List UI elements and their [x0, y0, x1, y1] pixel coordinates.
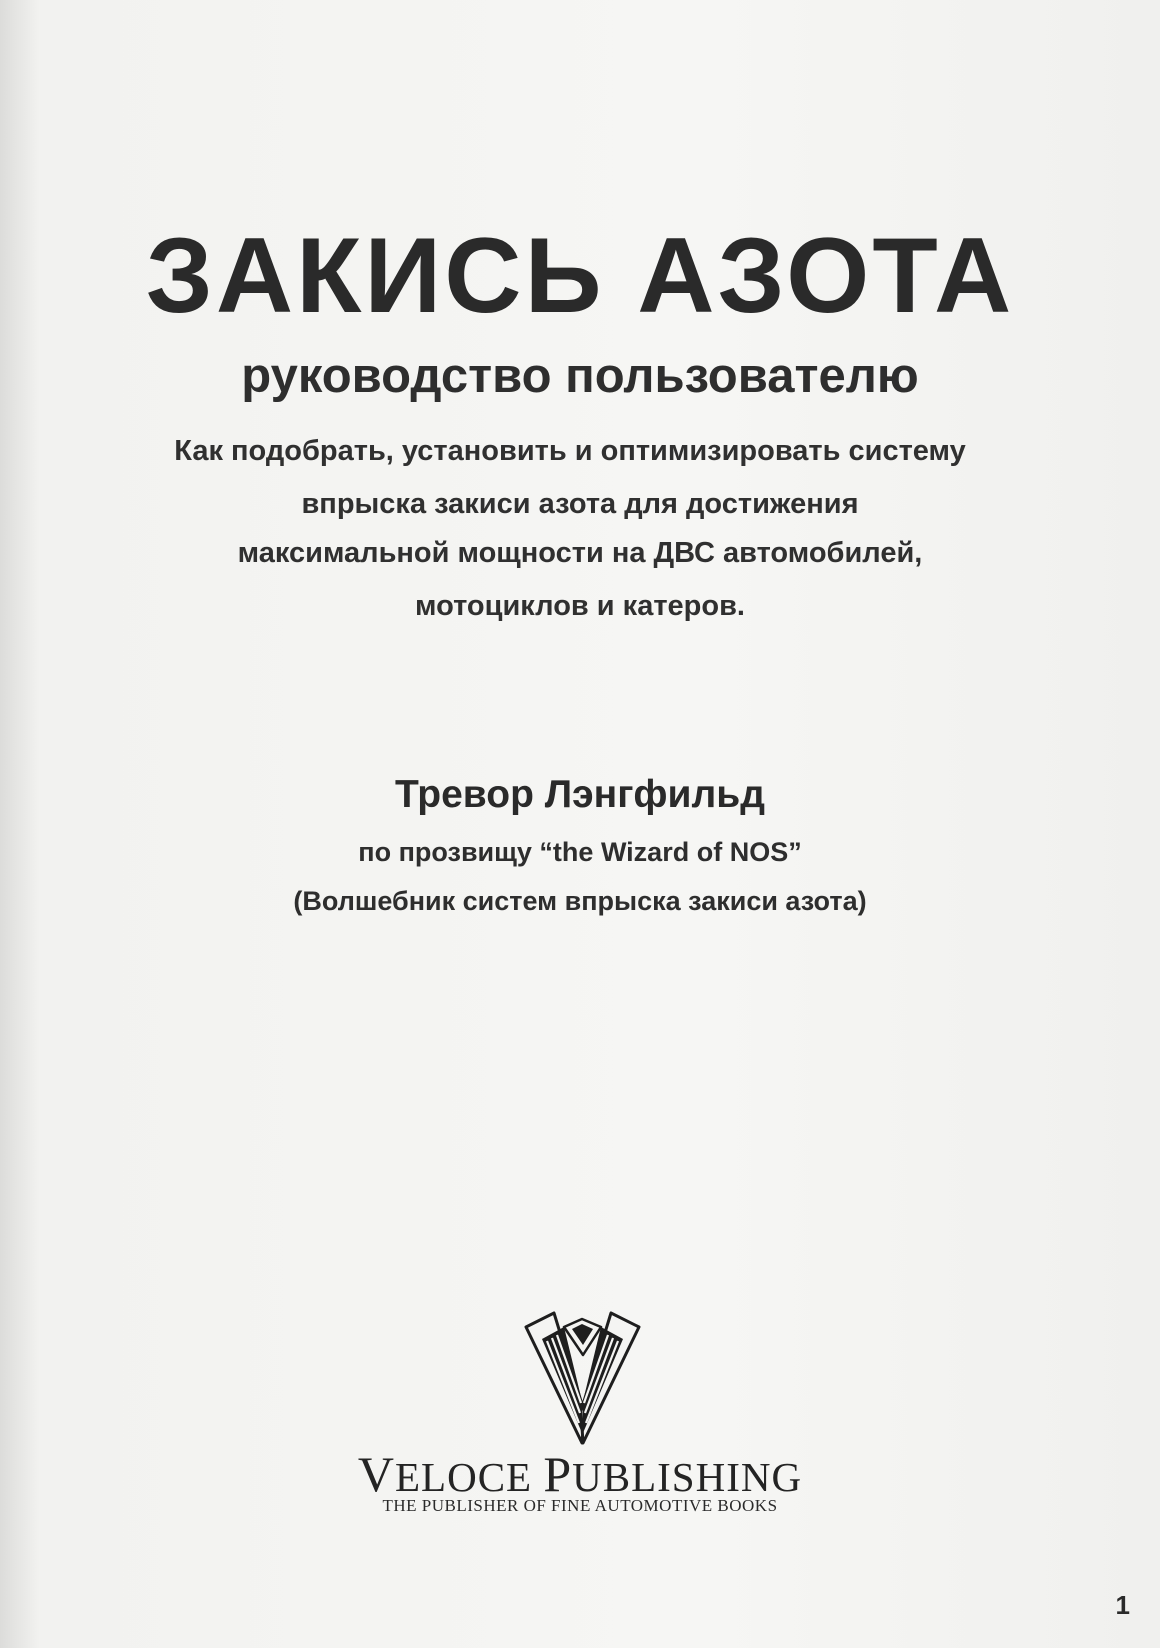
author-nickname: по прозвищу “the Wizard of NOS”: [358, 837, 802, 867]
page-number: 1: [1115, 1590, 1130, 1620]
author-nickname-translation: (Волшебник систем впрыска закиси азота): [293, 886, 867, 916]
book-subtitle: руководство пользователю: [241, 349, 919, 403]
description-line-1: Как подобрать, установить и оптимизировать систему: [174, 435, 966, 467]
veloce-v-logo-icon: [520, 1305, 645, 1445]
publisher-initial-v: V: [357, 1446, 395, 1502]
description-line-3: максимальной мощности на ДВС автомобилей,: [237, 537, 923, 569]
publisher-initial-p: P: [543, 1446, 573, 1502]
publisher-tagline: THE PUBLISHER OF FINE AUTOMOTIVE BOOKS: [382, 1496, 778, 1515]
publisher-word-ublishing: UBLISHING: [572, 1454, 803, 1500]
description-line-2: впрыска закиси азота для достижения: [301, 488, 859, 520]
book-title: ЗАКИСЬ АЗОТА: [145, 215, 1015, 335]
description-line-4: мотоциклов и катеров.: [415, 590, 745, 622]
publisher-word-eloce: ELOCE: [395, 1454, 533, 1500]
author-name: Тревор Лэнгфильд: [394, 773, 766, 816]
publisher-name: [0, 1446, 1160, 1502]
